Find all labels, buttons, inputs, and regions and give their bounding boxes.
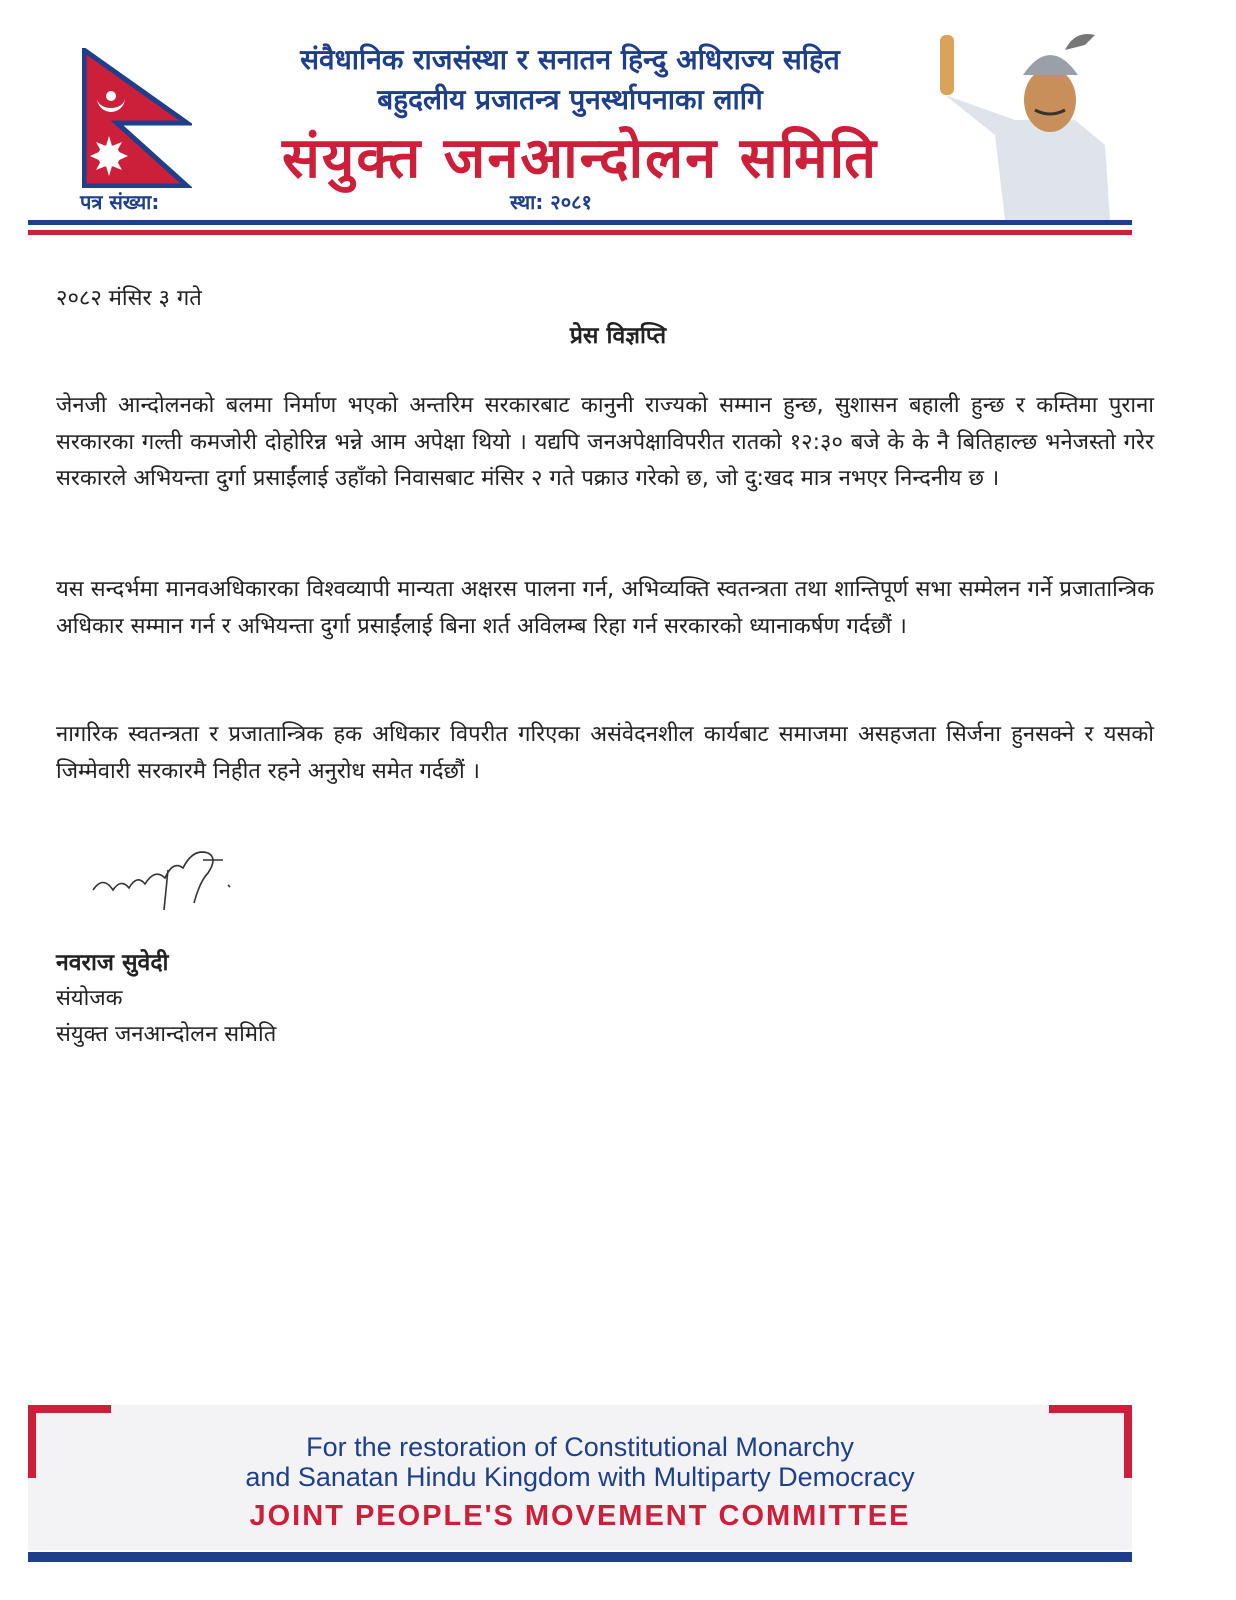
header-tagline-2: बहुदलीय प्रजातन्त्र पुनर्स्थापनाका लागि xyxy=(377,83,763,116)
reference-number-label: पत्र संख्या: xyxy=(80,190,160,214)
signatory-name: नवराज सुवेदी xyxy=(56,950,169,976)
body-paragraph: नागरिक स्वतन्त्रता र प्रजातान्त्रिक हक अधिकार विपरीत गरिएका असंवेदनशील कार्यबाट समाजमा असहजता सिर्जना हुनसक्ने र यसको जिम्मेवारी सरकारमै निहीत रहने अनुरोध समेत गर्दछौं । xyxy=(56,722,1154,784)
header-org-name: संयुक्त जनआन्दोलन समिति xyxy=(282,126,878,191)
header-divider-blue xyxy=(28,220,1132,225)
handwritten-signature xyxy=(88,830,248,920)
header-tagline-1: संवैधानिक राजसंस्था र सनातन हिन्दु अधिराज्य सहित xyxy=(300,43,840,76)
footer-tagline-1: For the restoration of Constitutional Monarchy xyxy=(306,1432,854,1462)
body-paragraph: यस सन्दर्भमा मानवअधिकारका विश्वव्यापी मान्यता अक्षरस पालना गर्न, अभिव्यक्ति स्वतन्त्रता तथा शान्तिपूर्ण सभा सम्मेलन गर्ने प्रजातान्त्रिक अधिकार सम्मान गर्न र अभियन्ता दुर्गा प्रसाईंलाई बिना शर्त अविलम्ब रिहा गर्न सरकारको ध्यानाकर्षण गर्दछौं । xyxy=(56,577,1154,639)
signatory-role: संयोजक xyxy=(56,986,123,1011)
footer-divider-blue xyxy=(28,1552,1132,1562)
footer-org-name: JOINT PEOPLE'S MOVEMENT COMMITTEE xyxy=(249,1500,911,1532)
body-paragraph: जेनजी आन्दोलनको बलमा निर्माण भएको अन्तरिम सरकारबाट कानुनी राज्यको सम्मान हुन्छ, सुशासन बहाली हुन्छ र कम्तिमा पुराना सरकारका गल्ती कमजोरी दोहोरिन्न भन्ने आम अपेक्षा थियो । यद्यपि जनअपेक्षाविपरीत रातको १२:३० बजे के के नै बितिहाल्छ भनेजस्तो गरेर सरकारले अभियन्ता दुर्गा प्रसाईंलाई उहाँको निवासबाट मंसिर २ गते पक्राउ गरेको छ, जो दु:खद मात्र नभएर निन्दनीय छ । xyxy=(56,393,1154,491)
letter-title: प्रेस विज्ञप्ति xyxy=(569,323,667,349)
footer-tagline-2: and Sanatan Hindu Kingdom with Multiparty Democracy xyxy=(245,1462,915,1492)
header-divider-red xyxy=(28,230,1132,235)
signatory-organization: संयुक्त जनआन्दोलन समिति xyxy=(56,1022,277,1047)
established-year: स्था: २०८१ xyxy=(510,190,592,214)
letter-date: २०८२ मंसिर ३ गते xyxy=(56,286,202,311)
king-portrait-image xyxy=(935,25,1115,220)
nepal-flag-logo xyxy=(82,48,192,188)
